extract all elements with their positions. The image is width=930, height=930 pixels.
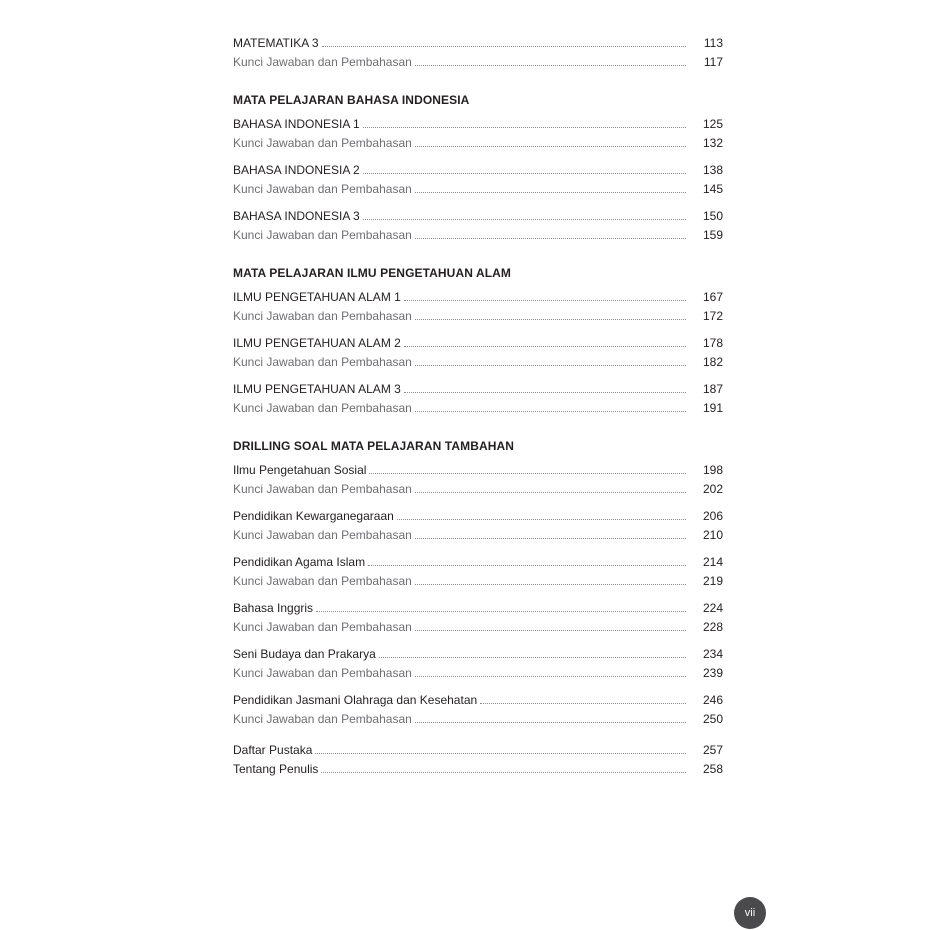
toc-entry[interactable]: [233, 330, 723, 350]
toc-entry[interactable]: [233, 157, 723, 177]
spacer: [233, 588, 723, 595]
toc-entry[interactable]: [233, 284, 723, 304]
spacer: [233, 196, 723, 203]
dot-leader: [315, 752, 686, 754]
toc-entry[interactable]: [233, 503, 723, 523]
spacer: [233, 496, 723, 503]
toc-entry[interactable]: [233, 457, 723, 477]
page-number: vii: [744, 907, 756, 919]
toc-entry-page: 182: [702, 355, 723, 369]
dot-leader: [415, 629, 686, 631]
dot-leader: [480, 702, 686, 704]
toc-entry-page: 178: [702, 335, 723, 350]
toc-entry-page: 224: [702, 600, 723, 615]
table-of-contents: [233, 30, 723, 776]
toc-entry-page: 228: [702, 620, 723, 634]
dot-leader: [404, 391, 686, 393]
spacer: [233, 634, 723, 641]
toc-entry-page: 167: [702, 289, 723, 304]
toc-entry-title: Kunci Jawaban dan Pembahasan: [233, 136, 412, 150]
toc-entry[interactable]: [233, 203, 723, 223]
dot-leader: [415, 721, 686, 723]
toc-subentry[interactable]: [233, 131, 723, 151]
toc-entry-title: Kunci Jawaban dan Pembahasan: [233, 482, 412, 496]
toc-entry[interactable]: [233, 687, 723, 707]
dot-leader: [363, 172, 686, 174]
dot-leader: [415, 537, 686, 539]
toc-entry-title: Kunci Jawaban dan Pembahasan: [233, 228, 412, 242]
toc-subentry[interactable]: [233, 615, 723, 635]
toc-entry[interactable]: [233, 376, 723, 396]
toc-entry-page: 125: [702, 116, 723, 131]
toc-subentry[interactable]: [233, 477, 723, 497]
toc-entry-page: 246: [702, 692, 723, 707]
toc-entry-page: 172: [702, 309, 723, 323]
toc-entry-page: 214: [702, 554, 723, 569]
toc-entry-title: Daftar Pustaka: [233, 742, 313, 757]
toc-entry[interactable]: [233, 641, 723, 661]
toc-entry-page: 150: [702, 208, 723, 223]
dot-leader: [379, 656, 686, 658]
toc-entry-page: 210: [702, 528, 723, 542]
toc-entry-title: ILMU PENGETAHUAN ALAM 3: [233, 381, 401, 396]
toc-entry-title: MATEMATIKA 3: [233, 35, 319, 50]
toc-entry-page: 113: [703, 35, 723, 50]
toc-entry-page: 187: [702, 381, 723, 396]
toc-entry-title: BAHASA INDONESIA 3: [233, 208, 360, 223]
spacer: [233, 542, 723, 549]
toc-entry[interactable]: [233, 549, 723, 569]
dot-leader: [415, 491, 686, 493]
toc-entry-page: 159: [702, 228, 723, 242]
dot-leader: [316, 610, 686, 612]
toc-subentry[interactable]: [233, 304, 723, 324]
section-heading: MATA PELAJARAN ILMU PENGETAHUAN ALAM: [233, 266, 512, 280]
toc-subentry[interactable]: [233, 661, 723, 681]
toc-entry-page: 219: [702, 574, 723, 588]
toc-entry-title: ILMU PENGETAHUAN ALAM 1: [233, 289, 401, 304]
toc-entry-page: 206: [702, 508, 723, 523]
toc-entry-title: Kunci Jawaban dan Pembahasan: [233, 528, 412, 542]
toc-entry-page: 132: [702, 136, 723, 150]
toc-entry-title: Kunci Jawaban dan Pembahasan: [233, 55, 412, 69]
dot-leader: [415, 583, 686, 585]
toc-entry[interactable]: [233, 757, 723, 777]
dot-leader: [415, 318, 686, 320]
toc-entry-page: 117: [703, 55, 723, 69]
dot-leader: [404, 299, 686, 301]
dot-leader: [415, 237, 686, 239]
toc-entry-title: BAHASA INDONESIA 1: [233, 116, 360, 131]
toc-subentry[interactable]: [233, 569, 723, 589]
toc-entry-title: Ilmu Pengetahuan Sosial: [233, 462, 367, 477]
toc-entry-title: Pendidikan Kewarganegaraan: [233, 508, 394, 523]
toc-entry-page: 239: [702, 666, 723, 680]
toc-subentry[interactable]: [233, 350, 723, 370]
dot-leader: [415, 364, 686, 366]
dot-leader: [415, 64, 686, 66]
dot-leader: [397, 518, 686, 520]
toc-subentry[interactable]: [233, 523, 723, 543]
toc-subentry[interactable]: [233, 707, 723, 727]
toc-entry[interactable]: [233, 30, 723, 50]
toc-subentry[interactable]: [233, 396, 723, 416]
toc-entry-title: ILMU PENGETAHUAN ALAM 2: [233, 335, 401, 350]
dot-leader: [321, 771, 686, 773]
toc-entry[interactable]: [233, 111, 723, 131]
toc-entry-page: 250: [702, 712, 723, 726]
toc-entry-title: Pendidikan Jasmani Olahraga dan Kesehatan: [233, 692, 478, 707]
toc-entry-page: 138: [702, 162, 723, 177]
toc-entry-page: 234: [702, 646, 723, 661]
toc-entry-page: 191: [702, 401, 723, 415]
toc-entry-page: 257: [702, 742, 723, 757]
toc-entry-title: Pendidikan Agama Islam: [233, 554, 366, 569]
page-number-badge: [734, 897, 766, 929]
toc-entry-title: Kunci Jawaban dan Pembahasan: [233, 355, 412, 369]
toc-entry-title: Kunci Jawaban dan Pembahasan: [233, 309, 412, 323]
spacer: [233, 323, 723, 330]
dot-leader: [415, 410, 686, 412]
dot-leader: [369, 472, 686, 474]
dot-leader: [363, 126, 686, 128]
toc-entry-page: 258: [702, 762, 723, 776]
spacer: [233, 680, 723, 687]
dot-leader: [368, 564, 686, 566]
dot-leader: [415, 675, 686, 677]
toc-subentry[interactable]: [233, 177, 723, 197]
toc-entry-title: Tentang Penulis: [233, 762, 319, 776]
toc-entry[interactable]: [233, 737, 723, 757]
toc-entry-page: 202: [702, 482, 723, 496]
dot-leader: [415, 191, 686, 193]
toc-subentry[interactable]: [233, 50, 723, 70]
section-heading: MATA PELAJARAN BAHASA INDONESIA: [233, 93, 470, 107]
dot-leader: [415, 145, 686, 147]
spacer: [233, 150, 723, 157]
toc-entry-title: Kunci Jawaban dan Pembahasan: [233, 401, 412, 415]
toc-entry[interactable]: [233, 595, 723, 615]
dot-leader: [404, 345, 686, 347]
toc-entry-title: Kunci Jawaban dan Pembahasan: [233, 666, 412, 680]
toc-entry-title: Kunci Jawaban dan Pembahasan: [233, 182, 412, 196]
toc-entry-title: Bahasa Inggris: [233, 600, 314, 615]
toc-entry-title: BAHASA INDONESIA 2: [233, 162, 360, 177]
toc-entry-page: 145: [702, 182, 723, 196]
toc-entry-page: 198: [702, 462, 723, 477]
spacer: [233, 369, 723, 376]
toc-entry-title: Seni Budaya dan Prakarya: [233, 646, 376, 661]
dot-leader: [322, 45, 686, 47]
spacer: [233, 726, 723, 737]
toc-entry-title: Kunci Jawaban dan Pembahasan: [233, 574, 412, 588]
toc-subentry[interactable]: [233, 223, 723, 243]
dot-leader: [363, 218, 686, 220]
toc-entry-title: Kunci Jawaban dan Pembahasan: [233, 712, 412, 726]
section-heading: DRILLING SOAL MATA PELAJARAN TAMBAHAN: [233, 439, 515, 453]
toc-entry-title: Kunci Jawaban dan Pembahasan: [233, 620, 412, 634]
